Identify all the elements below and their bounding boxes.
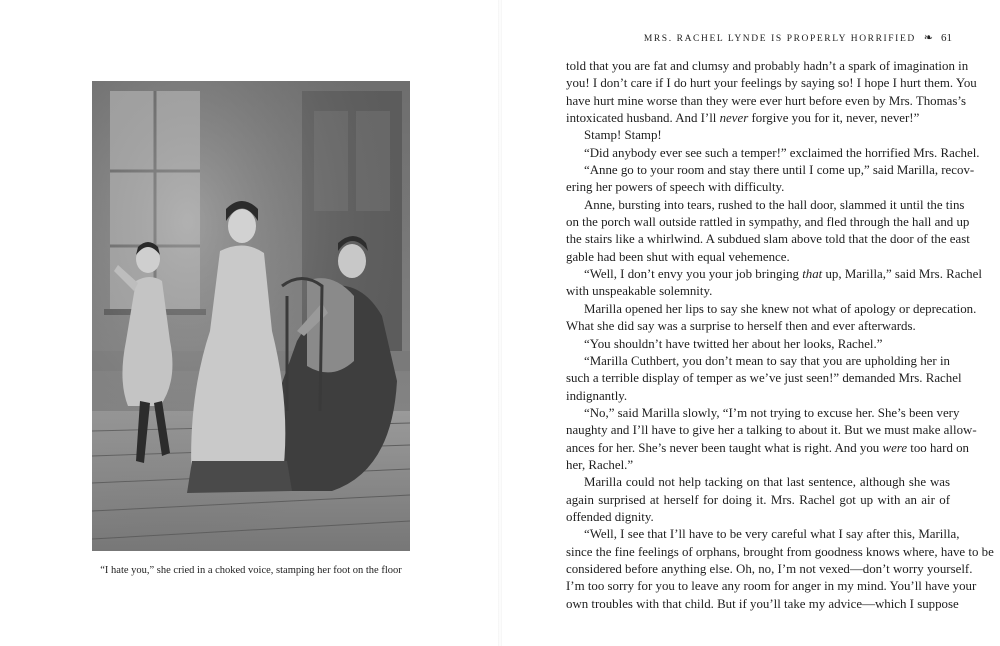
text-run: have hurt mine worse than they were ever hurt before even by Mrs. Thomas’s bbox=[566, 93, 966, 108]
text-line bbox=[566, 266, 982, 283]
text-line bbox=[566, 440, 969, 457]
text-line bbox=[566, 526, 960, 543]
text-line bbox=[566, 110, 950, 127]
text-run: on the porch wall outside rattled in sympathy, and fled through the hall and up bbox=[566, 215, 970, 230]
text-run: “Marilla Cuthbert, you don’t mean to say that you are upholding her in bbox=[584, 353, 950, 368]
text-run: Marilla could not help tacking on that last sentence, although she was bbox=[584, 475, 950, 490]
text-run: the stairs like a whirlwind. A subdued slam above told that the door of the east bbox=[566, 232, 970, 247]
text-line bbox=[566, 179, 950, 196]
illustration-anne-stamping-foot-drawing bbox=[92, 81, 410, 551]
text-run: ering her powers of speech with difficulty. bbox=[566, 180, 785, 195]
text-line bbox=[566, 162, 975, 179]
text-line bbox=[566, 388, 950, 405]
text-line bbox=[566, 561, 973, 578]
text-run: you! I don’t care if I do hurt your feelings by saying so! I hope I hurt them. You bbox=[566, 76, 977, 91]
illustration-figure bbox=[92, 81, 410, 551]
emphasis: were bbox=[882, 440, 908, 455]
text-run: forgive you for it, never, never!” bbox=[748, 111, 920, 126]
text-run: I’m too sorry for you to leave any room for anger in my mind. You’ll have your bbox=[566, 579, 977, 594]
text-line bbox=[566, 249, 950, 266]
illustration-caption: “I hate you,” she cried in a choked voice, stamping her foot on the floor bbox=[100, 565, 402, 576]
text-line bbox=[566, 422, 977, 439]
text-run: “No,” said Marilla slowly, “I’m not trying to excuse her. She’s been very bbox=[584, 405, 960, 420]
text-line bbox=[566, 405, 960, 422]
text-line bbox=[566, 75, 977, 92]
text-line bbox=[566, 474, 950, 491]
text-line bbox=[566, 544, 994, 561]
text-line bbox=[566, 231, 970, 248]
text-line bbox=[566, 457, 950, 474]
chapter-title: MRS. RACHEL LYNDE IS PROPERLY HORRIFIED bbox=[643, 34, 916, 44]
text-run: offended dignity. bbox=[566, 509, 654, 524]
text-run: naughty and I’ll have to give her a talking to about it. But we must make allow- bbox=[566, 423, 977, 438]
text-run: “Did anybody ever see such a temper!” exclaimed the horrified Mrs. Rachel. bbox=[584, 145, 980, 160]
text-run: too hard on bbox=[907, 440, 969, 455]
text-run: such a terrible display of temper as we’ve just seen!” demanded Mrs. Rachel bbox=[566, 371, 962, 386]
emphasis: that bbox=[802, 267, 823, 282]
text-run: told that you are fat and clumsy and probably hadn’t a spark of imagination in bbox=[566, 59, 969, 73]
text-run: “Anne go to your room and stay there until I come up,” said Marilla, recov- bbox=[584, 163, 975, 178]
text-run: What she did say was a surprise to herself then and ever afterwards. bbox=[566, 319, 916, 334]
fleuron-icon: ❧ bbox=[923, 32, 934, 44]
text-line bbox=[566, 578, 977, 595]
text-run: with unspeakable solemnity. bbox=[566, 284, 713, 299]
gutter bbox=[498, 0, 502, 646]
body-text bbox=[566, 58, 994, 613]
emphasis: never bbox=[719, 111, 749, 126]
page-number: 61 bbox=[941, 32, 952, 44]
text-line bbox=[566, 93, 966, 110]
text-line bbox=[566, 127, 950, 144]
text-run: “Well, I see that I’ll have to be very careful what I say after this, Marilla, bbox=[584, 527, 960, 542]
text-line bbox=[566, 596, 959, 613]
text-line bbox=[566, 370, 962, 387]
text-run: Marilla opened her lips to say she knew not what of apology or deprecation. bbox=[584, 301, 977, 316]
text-run: considered before anything else. Oh, no, I’m not vexed—don’t worry yourself. bbox=[566, 561, 973, 576]
text-line bbox=[566, 336, 950, 353]
text-run: “You shouldn’t have twitted her about her looks, Rachel.” bbox=[584, 336, 883, 351]
text-line bbox=[566, 492, 950, 509]
text-run: “Well, I don’t envy you your job bringing bbox=[584, 267, 803, 282]
text-run: her, Rachel.” bbox=[566, 457, 634, 472]
text-run: gable had been shut with equal vehemence. bbox=[566, 249, 790, 264]
text-line bbox=[566, 509, 950, 526]
text-line bbox=[566, 214, 970, 231]
text-run: intoxicated husband. And I’ll bbox=[566, 111, 720, 126]
text-run: up, Marilla,” said Mrs. Rachel bbox=[822, 267, 982, 282]
text-run: Stamp! Stamp! bbox=[584, 128, 662, 143]
text-line bbox=[566, 197, 965, 214]
text-run: since the fine feelings of orphans, brought from goodness knows where, have to be bbox=[566, 544, 994, 559]
text-run: indignantly. bbox=[566, 388, 628, 403]
text-run: own troubles with that child. But if you’ll take my advice—which I suppose bbox=[566, 596, 959, 611]
text-run: ances for her. She’s never been taught what is right. And you bbox=[566, 440, 883, 455]
text-run: again surprised at herself for doing it. Mrs. Rachel got up with an air of bbox=[566, 492, 950, 507]
text-line bbox=[566, 318, 950, 335]
running-head bbox=[566, 31, 952, 44]
text-line bbox=[566, 58, 969, 75]
text-line bbox=[566, 301, 977, 318]
text-line bbox=[566, 353, 950, 370]
text-line bbox=[566, 145, 980, 162]
text-run: Anne, bursting into tears, rushed to the hall door, slammed it until the tins bbox=[584, 197, 965, 212]
text-line bbox=[566, 283, 950, 300]
